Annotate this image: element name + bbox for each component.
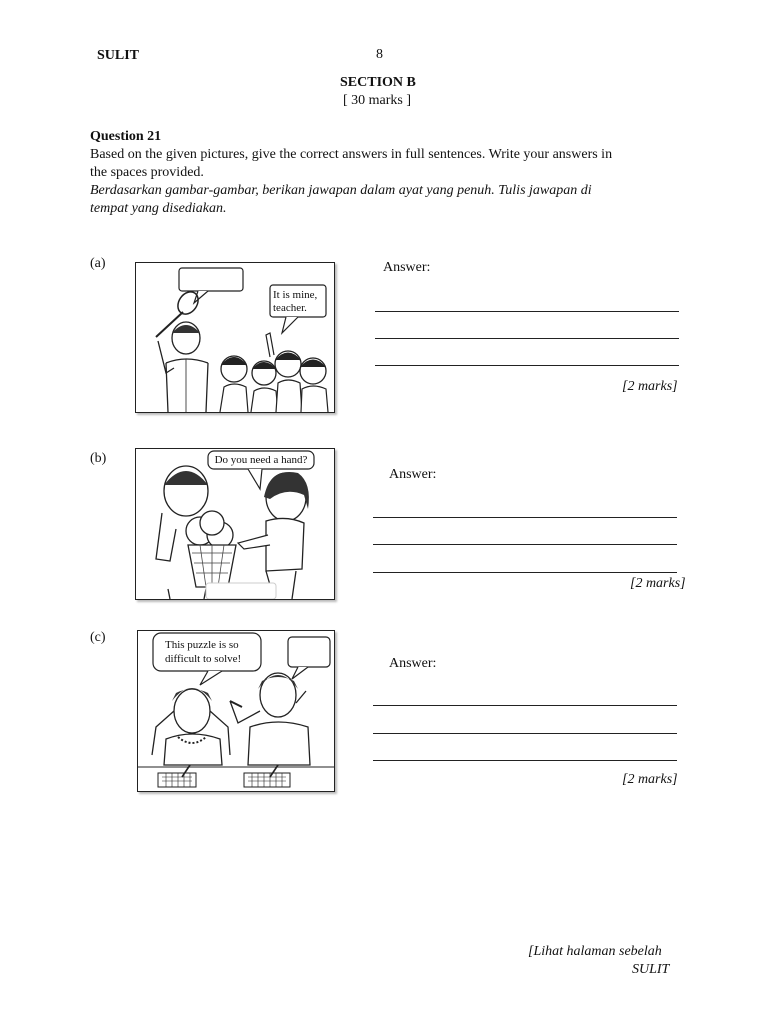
part-c-answer-line-1[interactable] (373, 705, 677, 706)
part-c-answer-line-2[interactable] (373, 733, 677, 734)
part-a-marks: [2 marks] (622, 379, 678, 394)
part-c-marks: [2 marks] (622, 772, 678, 787)
section-title: SECTION B (340, 75, 416, 90)
part-b-bubble-text: Do you need a hand? (214, 454, 308, 466)
part-a-answer-line-2[interactable] (375, 338, 679, 339)
instruction-english-line2: the spaces provided. (90, 165, 204, 180)
part-c-answer-line-3[interactable] (373, 760, 677, 761)
part-b-picture (135, 448, 335, 600)
part-a-answer-line-1[interactable] (375, 311, 679, 312)
instruction-malay-line1: Berdasarkan gambar-gambar, berikan jawapan dalam ayat yang penuh. Tulis jawapan di (90, 183, 592, 198)
part-a-answer-label: Answer: (383, 260, 431, 275)
part-a-label: (a) (90, 256, 106, 271)
header-sulit: SULIT (97, 48, 140, 63)
part-b-answer-line-1[interactable] (373, 517, 677, 518)
part-a-answer-line-3[interactable] (375, 365, 679, 366)
footer-sulit: SULIT (632, 962, 670, 977)
part-c-bubble-line1: This puzzle is so (165, 639, 239, 651)
instruction-english-line1: Based on the given pictures, give the correct answers in full sentences. Write your answers in (90, 147, 613, 162)
part-b-answer-label: Answer: (389, 467, 437, 482)
instruction-malay-line2: tempat yang disediakan. (90, 201, 227, 216)
part-a-illustration (136, 263, 334, 412)
part-c-answer-label: Answer: (389, 656, 437, 671)
question-title: Question 21 (90, 129, 162, 144)
footer-next-page: [Lihat halaman sebelah (528, 944, 662, 959)
part-a-bubble-line1: It is mine, (273, 289, 318, 301)
part-b-answer-line-2[interactable] (373, 544, 677, 545)
part-c-picture (137, 630, 335, 792)
part-a-bubble-line2: teacher. (273, 302, 307, 314)
section-marks: [ 30 marks ] (343, 93, 412, 108)
part-b-illustration (136, 449, 334, 599)
part-b-answer-line-3[interactable] (373, 572, 677, 573)
part-a-picture (135, 262, 335, 413)
part-c-bubble-line2: difficult to solve! (165, 653, 242, 665)
part-c-label: (c) (90, 630, 106, 645)
part-b-label: (b) (90, 451, 107, 466)
part-b-marks: [2 marks] (630, 576, 686, 591)
page-number: 8 (376, 47, 383, 62)
